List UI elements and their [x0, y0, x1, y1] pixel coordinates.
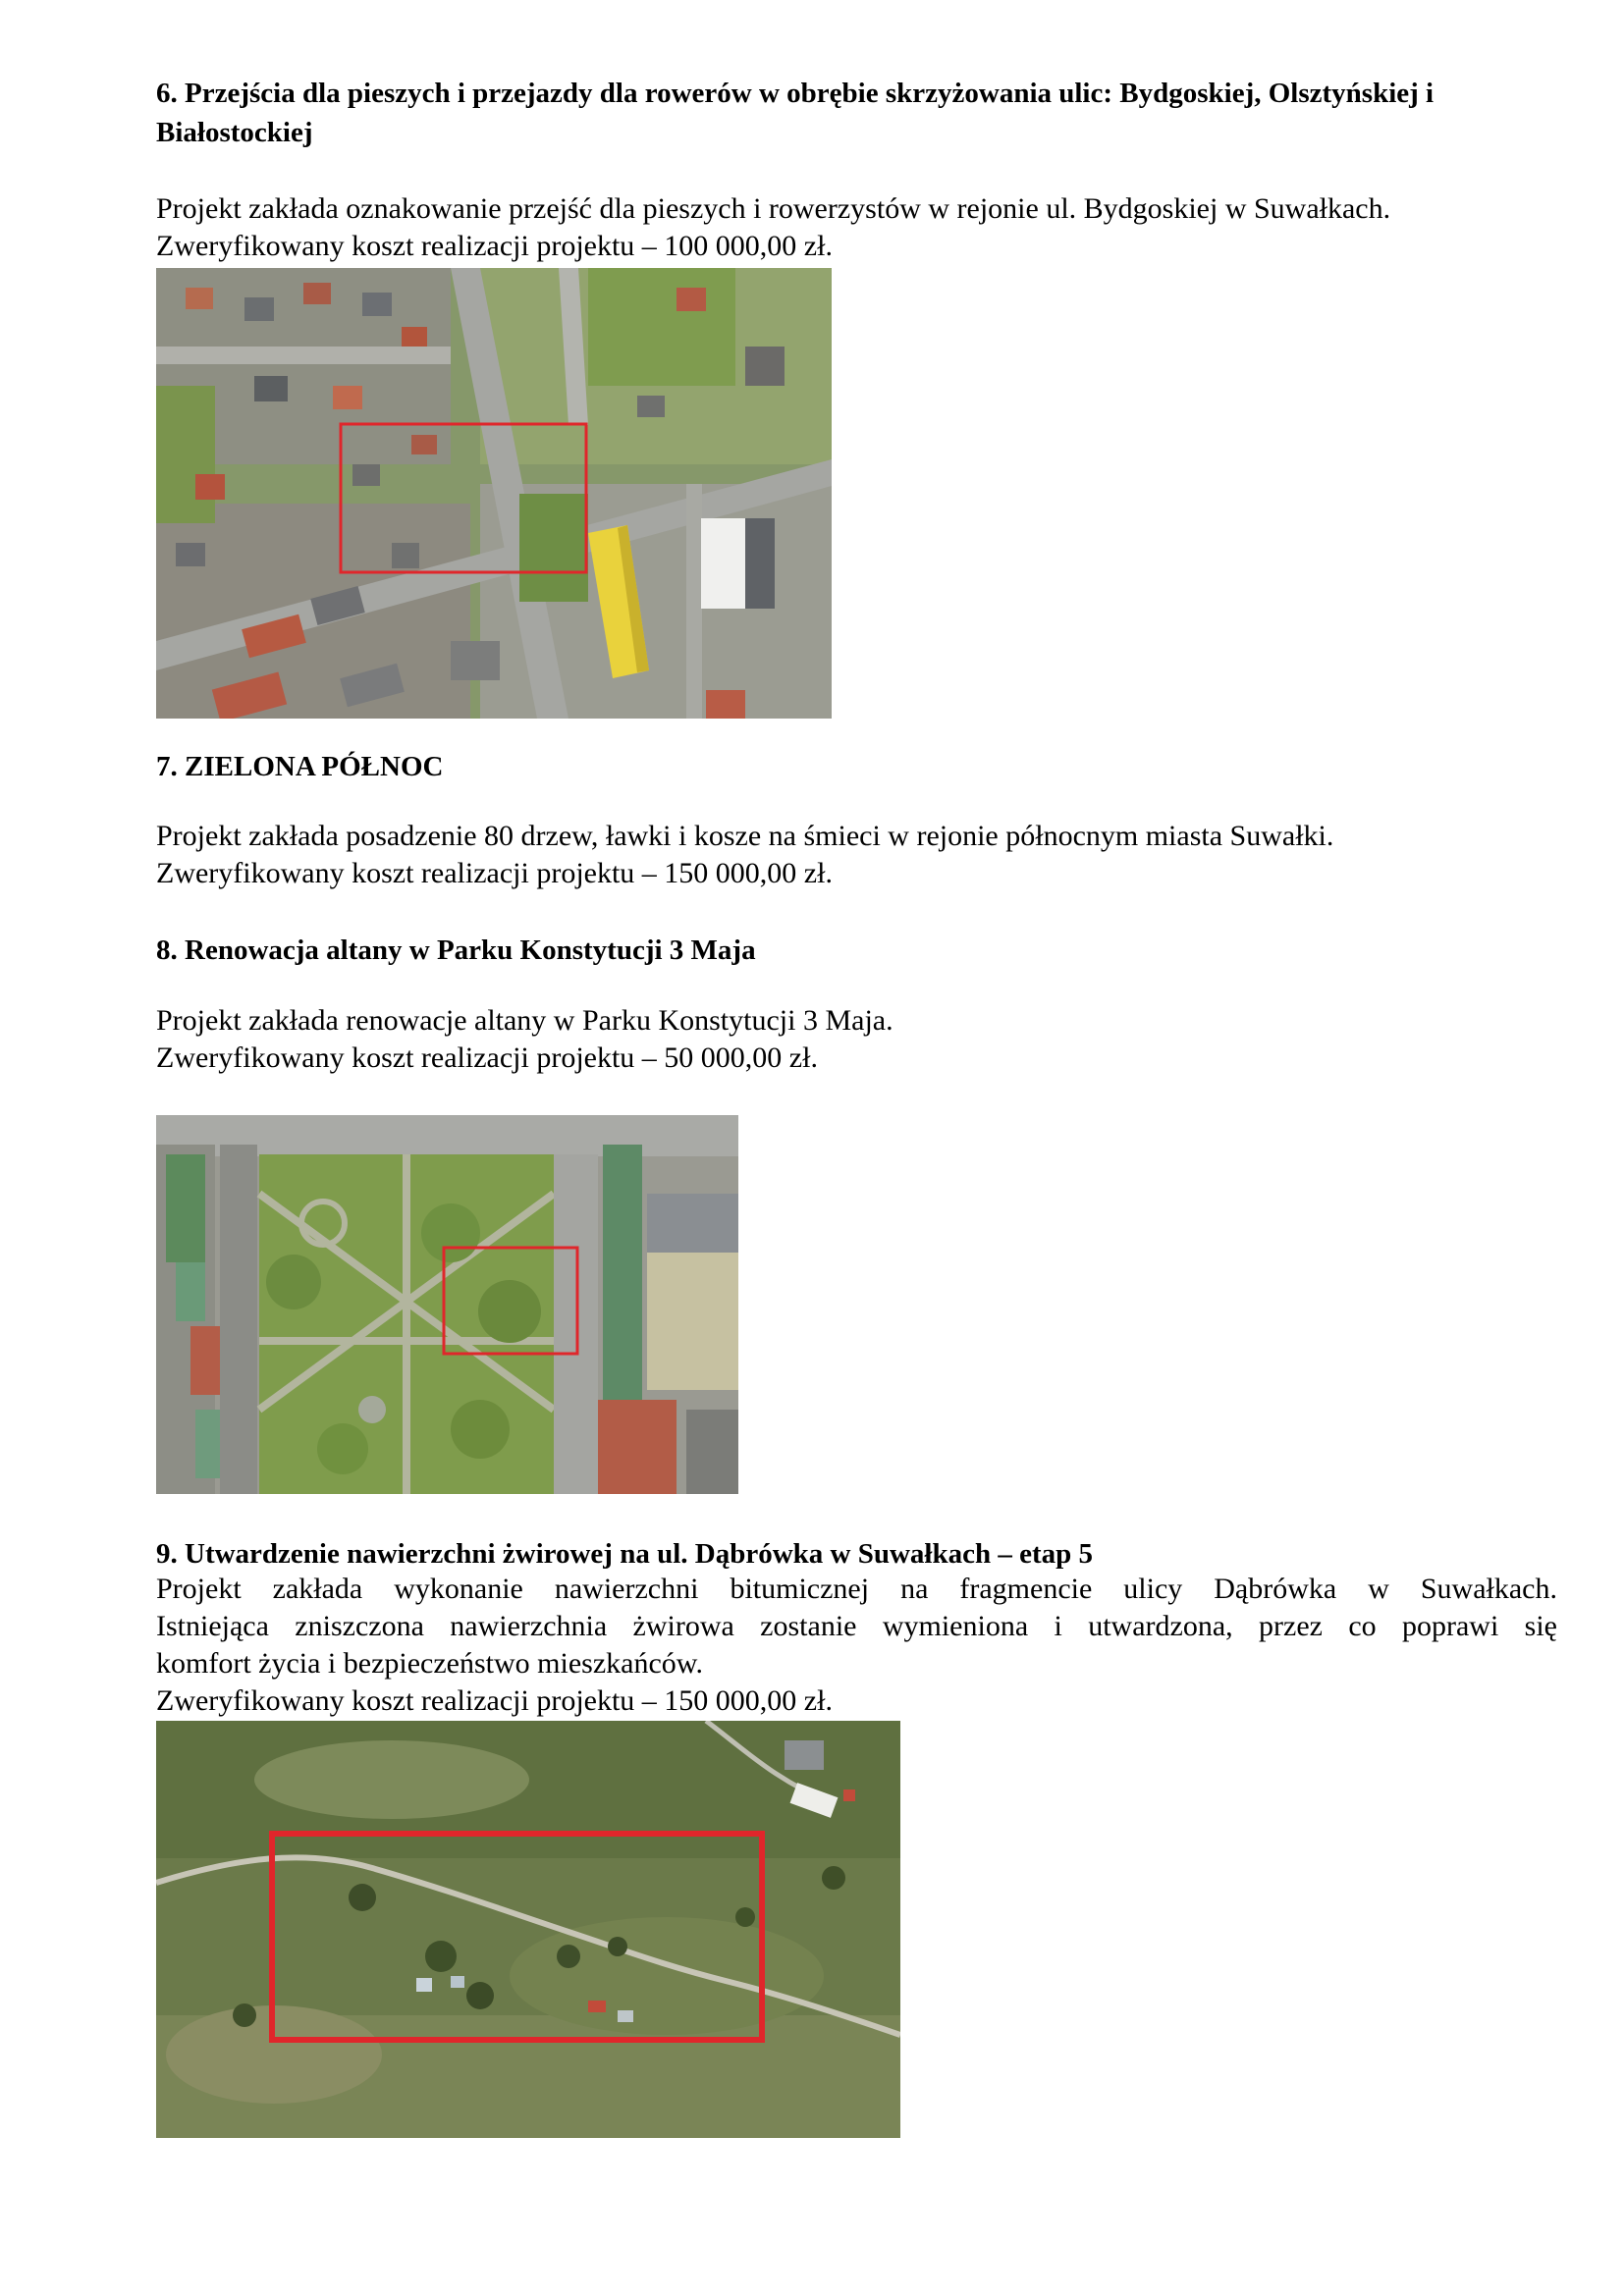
project-8-cost: Zweryfikowany koszt realizacji projektu – 50 000,00 zł. — [156, 1041, 818, 1074]
project-9-description-line: Projekt zakłada wykonanie nawierzchni bitumicznej na fragmencie ulicy Dąbrówka w Suwałkach. — [156, 1573, 1557, 1605]
aerial-photo-park-icon — [156, 1115, 738, 1494]
project-9-title: 9. Utwardzenie nawierzchni żwirowej na ul. Dąbrówka w Suwałkach – etap 5 — [156, 1538, 1094, 1570]
project-7-description: Projekt zakłada posadzenie 80 drzew, ławki i kosze na śmieci w rejonie północnym miasta Suwałki. — [156, 820, 1334, 852]
project-7-cost: Zweryfikowany koszt realizacji projektu – 150 000,00 zł. — [156, 857, 833, 889]
project-6-aerial-photo — [156, 268, 832, 719]
project-9-aerial-photo — [156, 1721, 900, 2138]
project-6-description: Projekt zakłada oznakowanie przejść dla pieszych i rowerzystów w rejonie ul. Bydgoskiej w Suwałkach. — [156, 192, 1391, 225]
project-6-title: 6. Przejścia dla pieszych i przejazdy dla rowerów w obrębie skrzyżowania ulic: Bydgoskiej, Olsztyńskiej i Białostockiej — [156, 78, 1435, 148]
aerial-photo-gravel-road-icon — [156, 1721, 900, 2138]
project-9-cost: Zweryfikowany koszt realizacji projektu – 150 000,00 zł. — [156, 1684, 833, 1717]
aerial-photo-intersection-icon — [156, 268, 832, 719]
project-7-title: 7. ZIELONA PÓŁNOC — [156, 751, 444, 782]
project-8-description: Projekt zakłada renowacje altany w Parku Konstytucji 3 Maja. — [156, 1004, 893, 1037]
project-8-aerial-photo — [156, 1115, 738, 1494]
project-8-title: 8. Renowacja altany w Parku Konstytucji 3 Maja — [156, 934, 756, 966]
project-9-description — [156, 1571, 1557, 1682]
project-9-description-line: komfort życia i bezpieczeństwo mieszkańców. — [156, 1647, 703, 1680]
project-6-cost: Zweryfikowany koszt realizacji projektu – 100 000,00 zł. — [156, 230, 833, 262]
project-9-description-line: Istniejąca zniszczona nawierzchnia żwirowa zostanie wymieniona i utwardzona, przez co poprawi się — [156, 1610, 1557, 1642]
